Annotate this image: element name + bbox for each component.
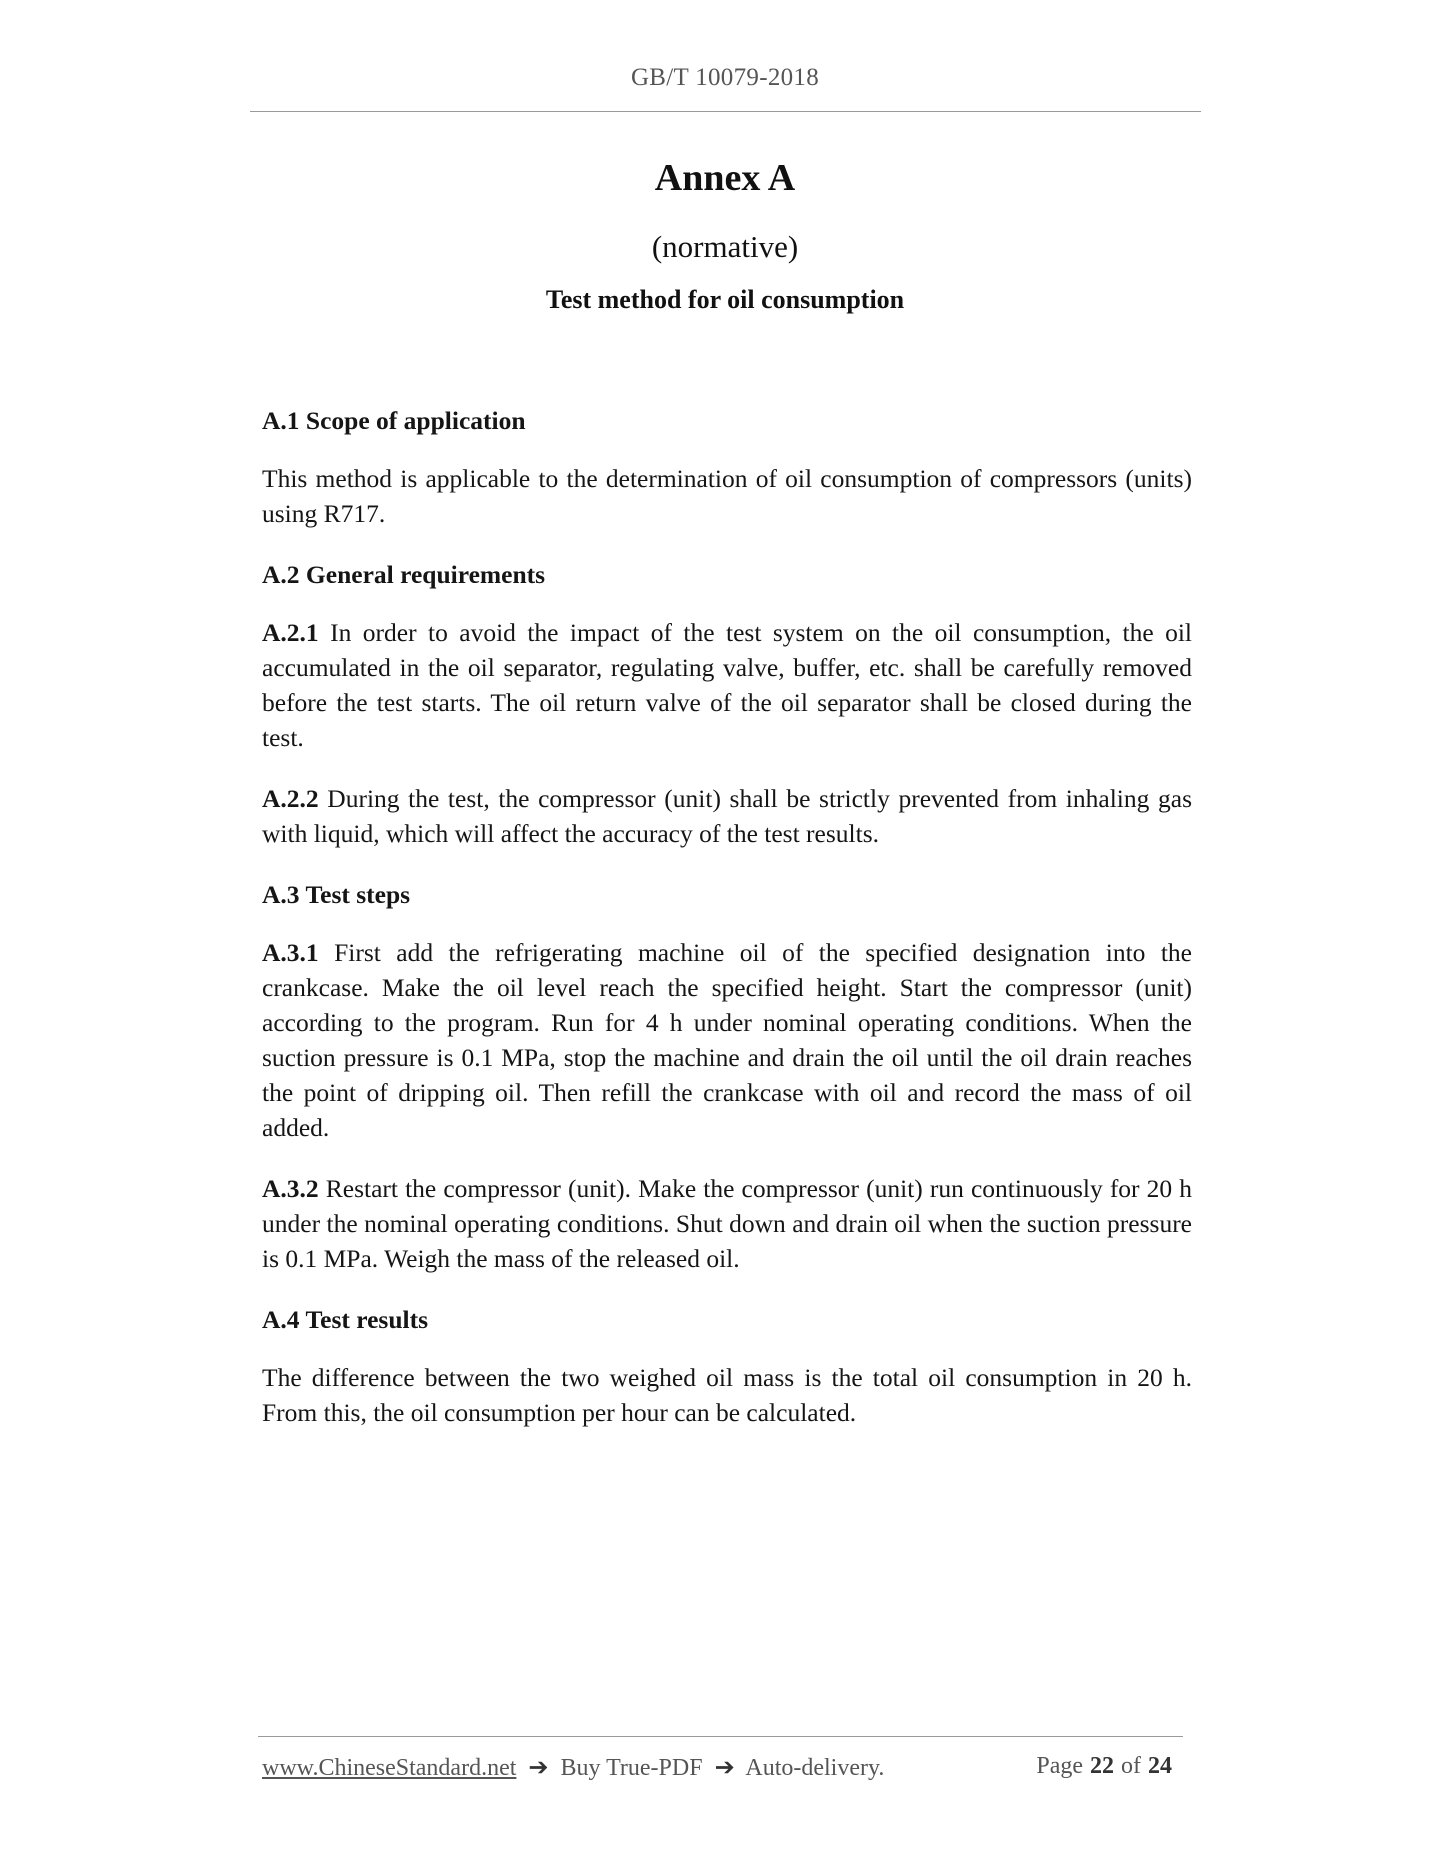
site-link[interactable]: www.ChineseStandard.net: [262, 1755, 517, 1781]
page-label: Page: [1036, 1753, 1083, 1779]
header-divider: [250, 111, 1201, 112]
annex-title: Annex A: [654, 157, 796, 199]
clause-number: A.2.2: [262, 784, 319, 813]
running-header: GB/T 10079-2018: [630, 64, 820, 91]
clause-a3-1: [262, 935, 1192, 1145]
section-a4-paragraph: The difference between the two weighed oil mass is the total oil consumption in 20 h. From this, the oil consumption per hour can be calculated.: [262, 1363, 1192, 1427]
page-number: [1036, 1753, 1179, 1780]
clause-text: Restart the compressor (unit). Make the compressor (unit) run continuously for 20 h under the nominal operating conditions. Shut down and drain oil when the suction pressure is 0.1 MPa. Weigh the mass of the released oil.: [262, 1174, 1192, 1273]
section-heading-a1: A.1 Scope of application: [262, 406, 526, 435]
clause-a3-2: [262, 1171, 1192, 1276]
page-total: 24: [1148, 1753, 1172, 1779]
right-arrow-icon: ➔: [714, 1755, 735, 1781]
section-heading-a4: A.4 Test results: [262, 1305, 429, 1334]
section-heading-a2: A.2 General requirements: [262, 560, 546, 589]
annex-type: (normative): [651, 229, 799, 264]
promo-step-buy: Buy True-PDF: [560, 1755, 703, 1781]
page-of-label: of: [1121, 1753, 1141, 1779]
clause-a2-1: [262, 615, 1192, 755]
clause-number: A.3.2: [262, 1174, 319, 1203]
annex-subtitle: Test method for oil consumption: [545, 285, 905, 314]
clause-number: A.3.1: [262, 938, 319, 967]
clause-text: During the test, the compressor (unit) shall be strictly prevented from inhaling gas with liquid, which will affect the accuracy of the test results.: [262, 784, 1192, 848]
clause-text: In order to avoid the impact of the test system on the oil consumption, the oil accumulated in the oil separator, regulating valve, buffer, etc. shall be carefully removed before the test starts. The oil return valve of the oil separator shall be closed during the test.: [262, 618, 1192, 752]
annex-body: [262, 403, 1192, 1456]
footer-divider: [258, 1736, 1183, 1737]
promo-step-delivery: Auto-delivery.: [745, 1755, 885, 1781]
clause-a2-2: [262, 781, 1192, 851]
right-arrow-icon: ➔: [528, 1755, 549, 1781]
page-current: 22: [1090, 1753, 1114, 1779]
section-a1-paragraph: This method is applicable to the determination of oil consumption of compressors (units) using R717.: [262, 464, 1192, 528]
section-heading-a3: A.3 Test steps: [262, 880, 411, 909]
page-footer: [262, 1753, 1182, 1787]
clause-text: First add the refrigerating machine oil of the specified designation into the crankcase. Make the oil level reach the specified height. Start the compressor (unit) according to the program. Run for 4 h under nominal operating conditions. When the suction pressure is 0.1 MPa, stop the machine and drain the oil until the oil drain reaches the point of dripping oil. Then refill the crankcase with oil and record the mass of oil added.: [262, 938, 1192, 1142]
footer-promo: [262, 1753, 884, 1782]
clause-number: A.2.1: [262, 618, 319, 647]
